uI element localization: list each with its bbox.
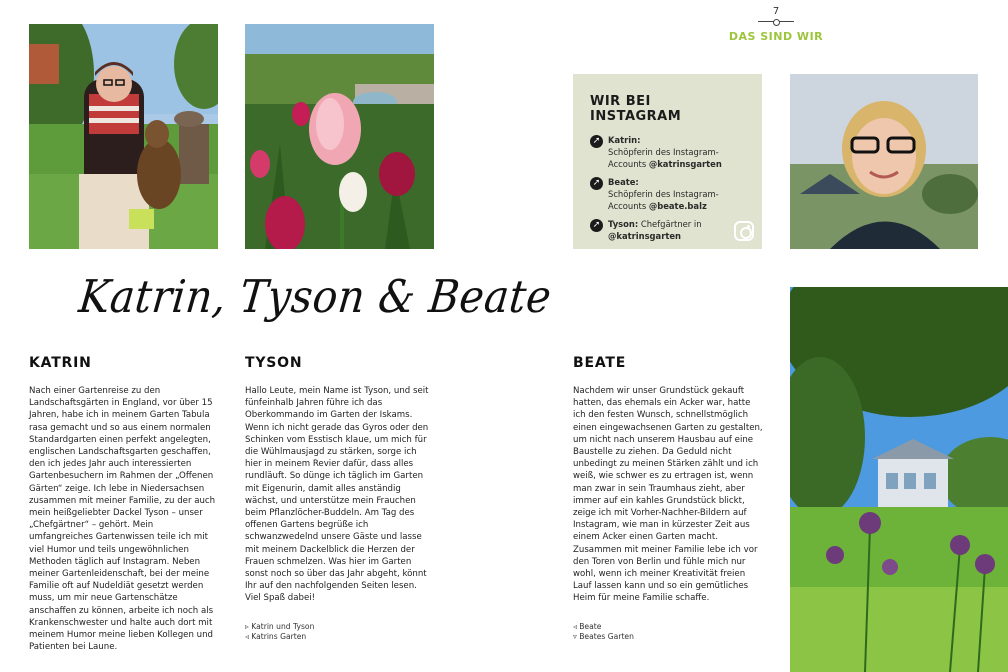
column-heading: BEATE: [573, 355, 627, 371]
instagram-entry-katrin: [590, 134, 746, 170]
entry-name: Tyson:: [608, 219, 639, 229]
column-beate: [573, 355, 763, 605]
credit-line: ▿ Beates Garten: [573, 632, 634, 641]
credit-line: ▹ Katrin und Tyson: [245, 622, 315, 631]
arrow-icon: ➚: [590, 219, 603, 232]
page-number: 7: [772, 6, 780, 17]
instagram-entry-beate: [590, 176, 746, 212]
photo-credits-right: [573, 622, 634, 642]
entry-name: Katrin:: [608, 135, 641, 145]
column-katrin: [29, 355, 219, 653]
entry-desc: Chefgärtner in: [640, 219, 702, 229]
photo-beate-portrait: [790, 74, 978, 249]
arrow-icon: ➚: [590, 177, 603, 190]
instagram-box: [573, 74, 762, 249]
instagram-entry-tyson: [590, 218, 746, 242]
column-heading: TYSON: [245, 355, 303, 371]
photo-tulips: [245, 24, 434, 249]
credit-line: ◃ Katrins Garten: [245, 632, 307, 641]
page-number-ornament: [758, 21, 794, 22]
page-headline: Katrin, Tyson & Beate: [76, 270, 555, 323]
column-tyson: [245, 355, 435, 605]
entry-handle[interactable]: @beate.balz: [648, 201, 707, 211]
instagram-icon: [734, 221, 754, 241]
column-heading: KATRIN: [29, 355, 92, 371]
photo-credits-left: [245, 622, 314, 642]
column-text: Nachdem wir unser Grundstück gekauft hatten, das ehemals ein Acker war, hatte ich den festen Wunsch, schnellstmöglich einen eingewachsenen Garten zu gestalten, um nicht nach unserem Hausbau auf eine Baustelle zu ziehen. Da Geduld nicht unbedingt zu meinen Stärken zählt und ich weiß, wie schwer es zu ertragen ist, wenn man zwar in sein Traumhaus zieht, aber immer auf ein kahles Grundstück blickt, zeige ich mit Vorher-Nachher-Bildern auf Instagram, wie man in kürzester Zeit aus einem Acker einen Garten macht. Zusammen mit meiner Familie lebe ich vor den Toren von Berlin und fühle mich nur wohl, wenn ich meiner Kreativität freien Lauf lassen kann und so ein gemütliches Heim für meine Familie schaffe.: [573, 386, 763, 604]
entry-desc: Schöpferin des Instagram-Accounts: [608, 189, 719, 211]
entry-handle[interactable]: @katrinsgarten: [608, 231, 681, 241]
column-text: Hallo Leute, mein Name ist Tyson, und seit fünfeinhalb Jahren führe ich das Oberkommando im Garten der Iskams. Wenn ich nicht gerade das Gyros oder den Schinken vom Esstisch klaue, um mich für die Wühlmausjagd zu stärken, sorge ich hier in meinem Revier dafür, dass alles rundläuft. So dünge ich täglich im Garten mit Eigenurin, damit alles anständig wächst, und unterstütze mein Frauchen beim Pflanzlöcher-Buddeln. Am Tag des offenen Gartens begrüße ich schwanzwedelnd unsere Gäste und lasse mit meinem Dackelblick die Herzen der Frauen schmelzen. Was hier im Garten sonst noch so über das Jahr abgeht, könnt Ihr auf den nachfolgenden Seiten lesen. Viel Spaß dabei!: [245, 386, 429, 604]
entry-desc: Schöpferin des Instagram-Accounts: [608, 147, 719, 169]
arrow-icon: ➚: [590, 135, 603, 148]
section-label: DAS SIND WIR: [728, 30, 824, 43]
photo-katrin-and-tyson: [29, 24, 218, 249]
entry-handle[interactable]: @katrinsgarten: [648, 159, 722, 169]
photo-beates-garden: [790, 287, 1008, 672]
entry-name: Beate:: [608, 177, 639, 187]
instagram-title: WIR BEI INSTAGRAM: [590, 94, 682, 124]
column-text: Nach einer Gartenreise zu den Landschaftsgärten in England, vor über 15 Jahren, habe ich in meinem Garten Tabula rasa gemacht und so aus einem normalen Standardgarten einen perfekt angelegten, englischen Landschaftsgarten geschaffen, den ich jedes Jahr auch interessierten Gartenbesuchern im Rahmen der „Offenen Gärten“ zeige. Ich lebe in Niedersachsen zusammen mit meiner Familie, zu der auch mein heißgeliebter Dackel Tyson – unser „Chefgärtner“ – gehört. Mein umfangreiches Gartenwissen teile ich mit viel Humor und teils ungewöhnlichen Methoden täglich auf Instagram. Neben meiner Gartenleidenschaft, bei der meine Familie oft auf Nudeldiät gesetzt werden muss, um mir neue Gartenschätze anschaffen zu können, arbeite ich noch als Krankenschwester und halte auch dort mit meinem Humor meine lieben Kollegen und Patienten bei Laune.: [29, 386, 216, 653]
credit-line: ◃ Beate: [573, 622, 602, 631]
